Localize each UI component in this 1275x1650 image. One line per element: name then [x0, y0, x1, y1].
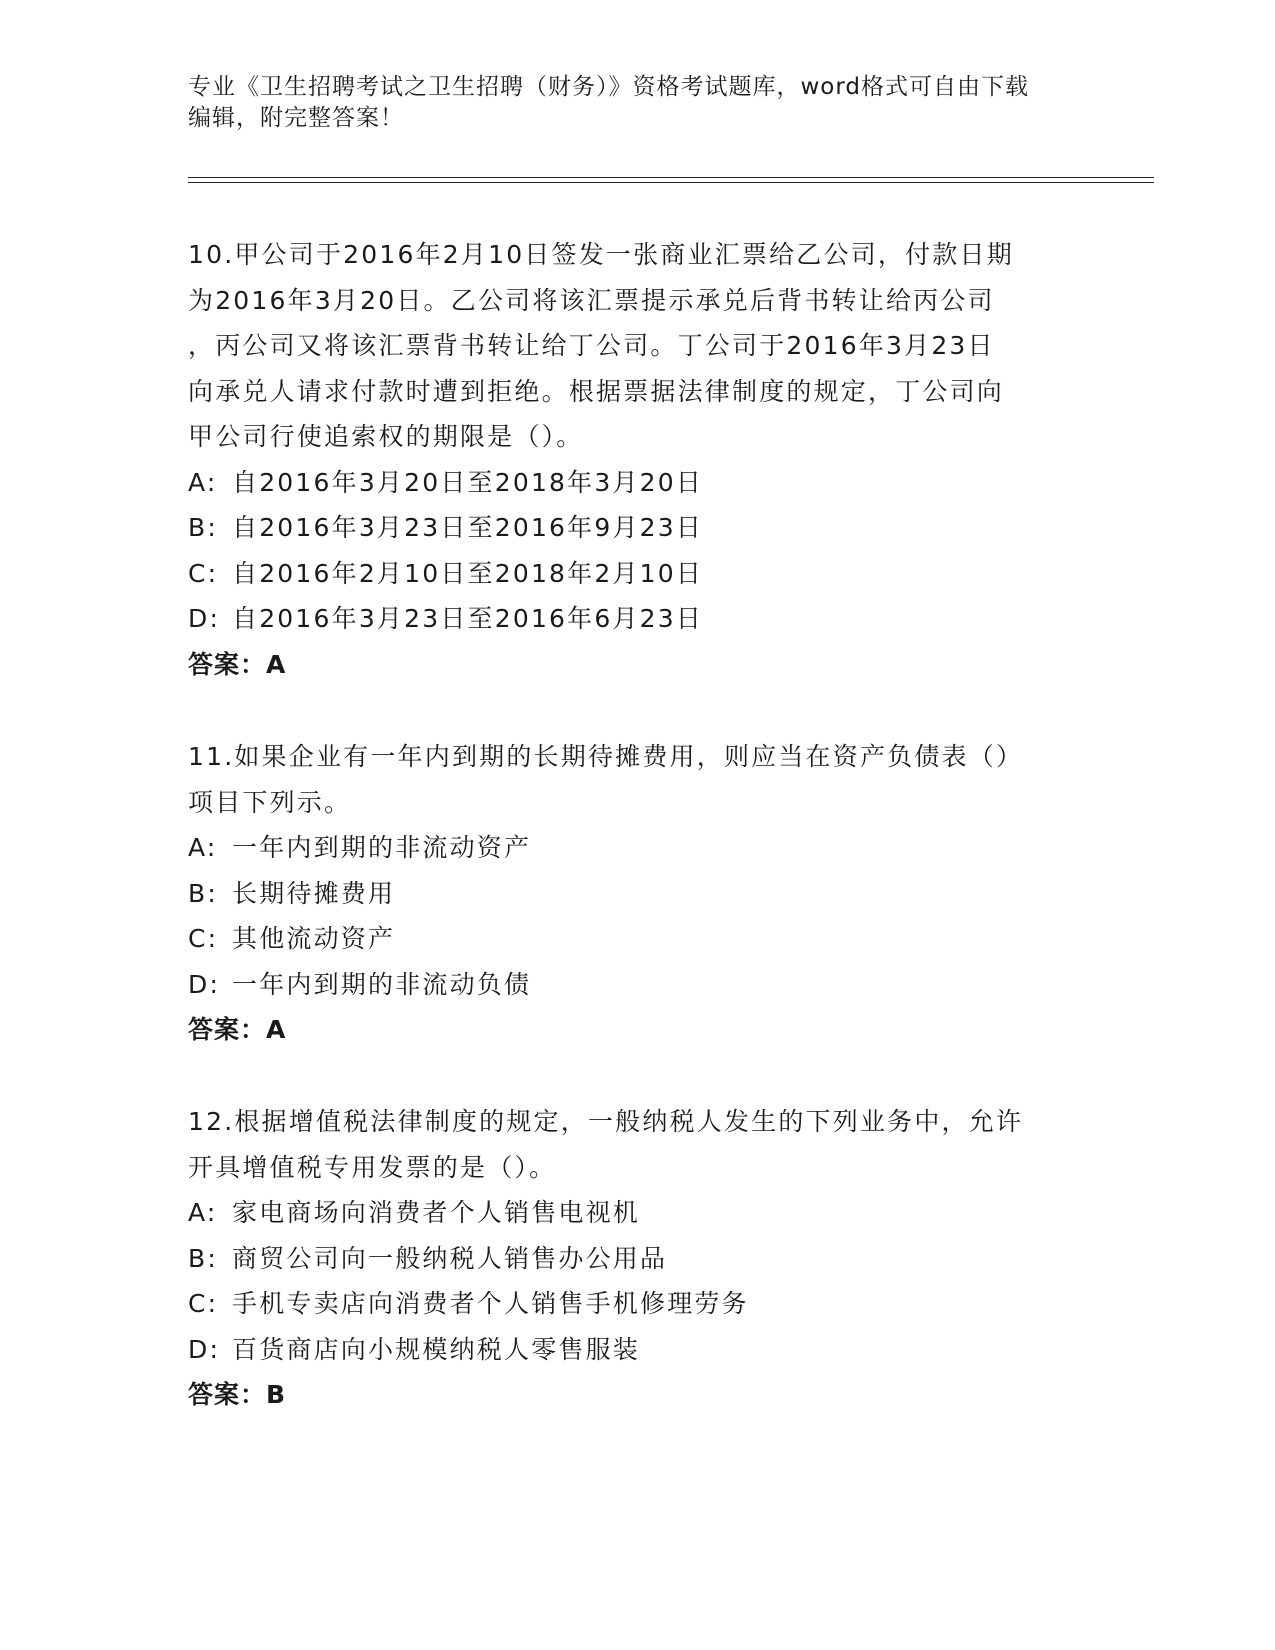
option-letter: B: — [188, 878, 218, 908]
question-stem-line: ，丙公司又将该汇票背书转让给丁公司。丁公司于2016年3月23日 — [188, 331, 995, 360]
question-stem-line: 开具增值税专用发票的是（）。 — [188, 1152, 557, 1182]
option-letter: B: — [188, 1243, 218, 1273]
option-d — [188, 596, 1088, 642]
option-letter: D: — [188, 604, 221, 633]
question-11 — [188, 734, 1088, 1053]
question-stem-line: 向承兑人请求付款时遭到拒绝。根据票据法律制度的规定，丁公司向 — [188, 376, 1005, 406]
option-a — [188, 460, 1088, 506]
option-letter: C: — [188, 924, 219, 953]
question-stem-line: 11.如果企业有一年内到期的长期待摊费用，则应当在资产负债表（） — [188, 742, 1024, 771]
answer: 答案：A — [188, 649, 287, 679]
option-text: 商贸公司向一般纳税人销售办公用品 — [232, 1243, 668, 1273]
option-b — [188, 1236, 1088, 1282]
option-text: 自2016年3月20日至2018年3月20日 — [232, 467, 704, 497]
answer: 答案：A — [188, 1015, 287, 1044]
option-text: 一年内到期的非流动资产 — [232, 833, 532, 862]
question-stem-line: 项目下列示。 — [188, 787, 352, 817]
answer: 答案：B — [188, 1380, 287, 1409]
option-text: 百货商店向小规模纳税人零售服装 — [232, 1334, 641, 1364]
option-letter: A: — [188, 833, 218, 862]
option-d — [188, 962, 1088, 1008]
option-b — [188, 871, 1088, 917]
header-divider-bottom — [188, 182, 1154, 183]
option-text: 自2016年3月23日至2016年9月23日 — [232, 513, 704, 542]
option-text: 自2016年3月23日至2016年6月23日 — [232, 604, 704, 633]
option-text: 手机专卖店向消费者个人销售手机修理劳务 — [232, 1289, 749, 1318]
option-a — [188, 1190, 1088, 1236]
option-letter: C: — [188, 558, 219, 588]
option-letter: C: — [188, 1289, 219, 1318]
option-c — [188, 551, 1088, 597]
question-12 — [188, 1099, 1088, 1418]
option-c — [188, 916, 1088, 962]
header-line-1: 专业《卫生招聘考试之卫生招聘（财务）》资格考试题库，word格式可自由下载 — [188, 74, 1030, 100]
header-divider-top — [188, 177, 1154, 178]
option-text: 其他流动资产 — [232, 924, 396, 953]
question-stem-line: 为2016年3月20日。乙公司将该汇票提示承兑后背书转让给丙公司 — [188, 285, 995, 315]
option-b — [188, 505, 1088, 551]
header-line-2: 编辑，附完整答案！ — [188, 105, 404, 131]
question-10 — [188, 232, 1088, 687]
option-text: 长期待摊费用 — [232, 878, 396, 908]
option-text: 一年内到期的非流动负债 — [232, 969, 532, 999]
option-letter: D: — [188, 1334, 221, 1364]
document-header — [188, 72, 1088, 134]
option-d — [188, 1327, 1088, 1373]
option-letter: D: — [188, 969, 221, 999]
question-stem-line: 10.甲公司于2016年2月10日签发一张商业汇票给乙公司，付款日期 — [188, 240, 1014, 269]
option-text: 自2016年2月10日至2018年2月10日 — [232, 558, 704, 588]
question-stem-line: 12.根据增值税法律制度的规定，一般纳税人发生的下列业务中，允许 — [188, 1107, 1024, 1136]
question-stem-line: 甲公司行使追索权的期限是（）。 — [188, 422, 584, 451]
option-letter: A: — [188, 1198, 218, 1227]
option-c — [188, 1281, 1088, 1327]
option-text: 家电商场向消费者个人销售电视机 — [232, 1198, 641, 1227]
option-a — [188, 825, 1088, 871]
option-letter: B: — [188, 513, 218, 542]
option-letter: A: — [188, 467, 218, 497]
